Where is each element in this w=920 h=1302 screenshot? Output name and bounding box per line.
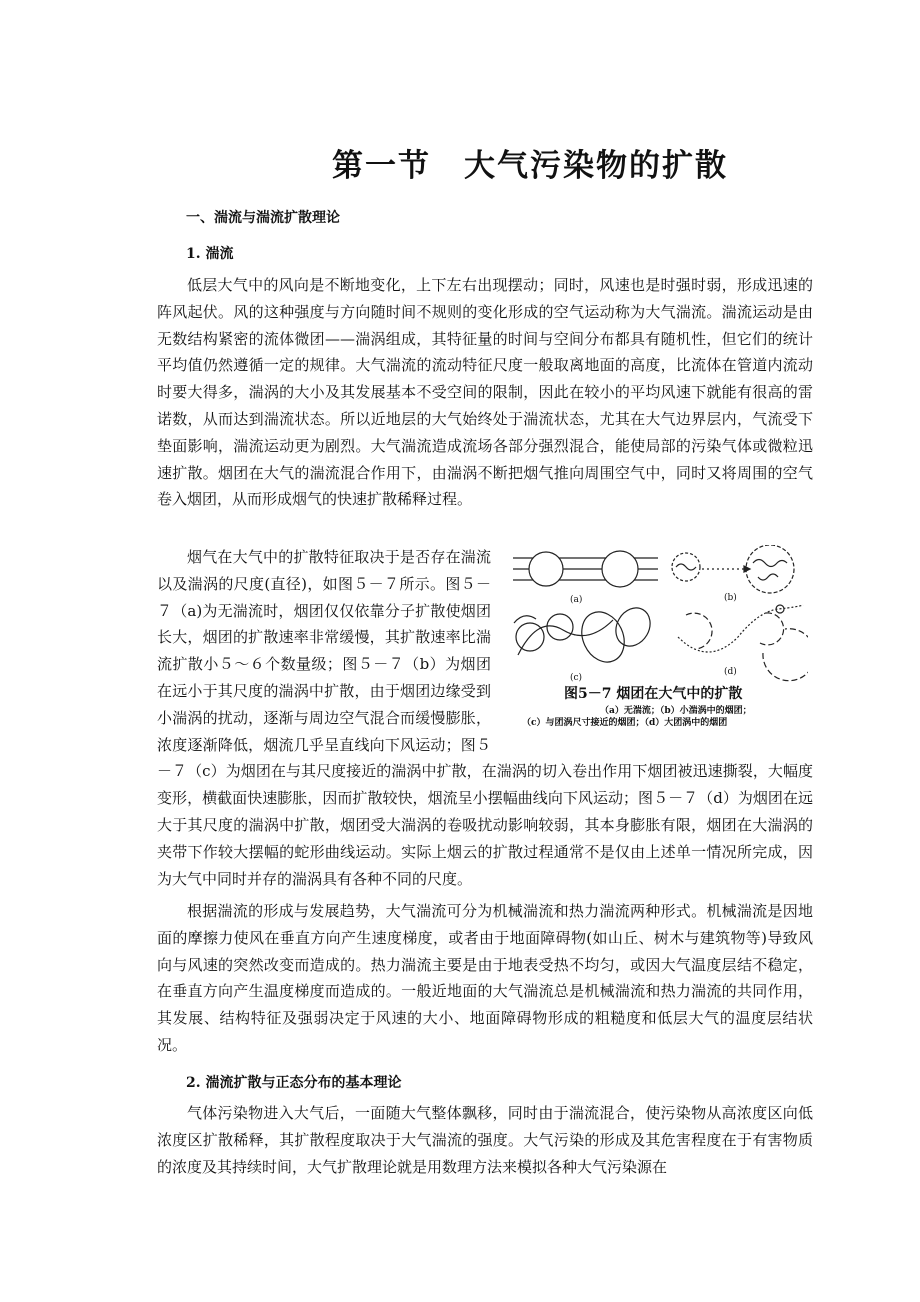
subsection-heading-diffusion-theory: 2. 湍流扩散与正态分布的基本理论 [186, 1075, 402, 1091]
subfigure-label-d: (d) [724, 667, 737, 677]
figure-legend-line-1: （a）无湍流；（b）小湍涡中的烟团； [600, 706, 752, 716]
paragraph-1: 低层大气中的风向是不断地变化，上下左右出现摆动；同时，风速也是时强时弱，形成迅速的阵风起伏。风的这种强度与方向随时间不规则的变化形成的空气运动称为大气湍流。湍流运动是由无数结构紧密的流体微团——湍涡组成，其特征量的时间与空间分布都具有随机性，但它们的统计平均值仍然遵循一定的规律。大气湍流的流动特征尺度一般取离地面的高度，比流体在管道内流动时要大得多，湍涡的大小及其发展基本不受空间的限制，因此在较小的平均风速下就能有很高的雷诺数，从而达到湍流状态。所以近地层的大气始终处于湍流状态，尤其在大气边界层内，气流受下垫面影响，湍流运动更为剧烈。大气湍流造成流场各部分强烈混合，能使局部的污染气体或微粒迅速扩散。烟团在大气的湍流混合作用下，由湍涡不断把烟气推向周围空气中，同时又将周围的空气卷入烟团，从而形成烟气的快速扩散稀释过程。 [157, 276, 813, 509]
subsection-heading-turbulence: 1. 湍流 [186, 246, 234, 262]
subfigure-label-a: (a) [570, 595, 583, 605]
paragraph-4: 气体污染物进入大气后，一面随大气整体飘移，同时由于湍流混合，使污染物从高浓度区向低浓度区扩散稀释，其扩散程度取决于大气湍流的强度。大气污染的形成及其危害程度在于有害物质的浓度及其持续时间，大气扩散理论就是用数理方法来模拟各种大气污染源在 [157, 1104, 813, 1176]
smoke-diffusion-diagram [508, 545, 808, 685]
subfigure-label-c: (c) [570, 673, 583, 683]
figure-legend-line-2: （c）与团涡尺寸接近的烟团；（d）大团涡中的烟团 [522, 718, 728, 728]
paragraph-2: 烟气在大气中的扩散特征取决于是否存在湍流以及湍涡的尺度(直径)，如图５－７所示。图５－７（a)为无湍流时，烟团仅仅依靠分子扩散使烟团长大，烟团的扩散速率非常缓慢，其扩散速率比湍流扩散小５～６个数量级；图５－７（b）为烟团在远小于其尺度的湍涡中扩散，由于烟团边缘受到小湍涡的扰动，逐渐与周边空气混合而缓慢膨胀，浓度逐渐降低，烟流几乎呈直线向下风运动；图５－７（c）为烟团在与其尺度接近的湍涡中扩散，在湍涡的切入卷出作用下烟团被迅速撕裂，大幅度变形，横截面快速膨胀，因而扩散较快，烟流呈小摆幅曲线向下风运动；图５－７（d）为烟团在远大于其尺度的湍涡中扩散，烟团受大湍涡的卷吸扰动影响较弱，其本身膨胀有限，烟团在大湍涡的夹带下作较大摆幅的蛇形曲线运动。实际上烟云的扩散过程通常不是仅由上述单一情况所完成，因为大气中同时并存的湍涡具有各种不同的尺度。 [157, 548, 813, 888]
subfigure-label-b: (b) [724, 593, 737, 603]
figure-caption: 图5－7 烟团在大气中的扩散 [564, 686, 743, 702]
figure-5-7 [508, 545, 808, 735]
page-title: 第一节 大气污染物的扩散 [332, 148, 728, 184]
section-heading: 一、湍流与湍流扩散理论 [186, 210, 340, 226]
paragraph-3: 根据湍流的形成与发展趋势，大气湍流可分为机械湍流和热力湍流两种形式。机械湍流是因地面的摩擦力使风在垂直方向产生速度梯度，或者由于地面障碍物(如山丘、树木与建筑物等)导致风向与风速的突然改变而造成的。热力湍流主要是由于地表受热不均匀，或因大气温度层结不稳定，在垂直方向产生温度梯度而造成的。一般近地面的大气湍流总是机械湍流和热力湍流的共同作用，其发展、结构特征及强弱决定于风速的大小、地面障碍物形成的粗糙度和低层大气的温度层结状况。 [157, 902, 813, 1054]
